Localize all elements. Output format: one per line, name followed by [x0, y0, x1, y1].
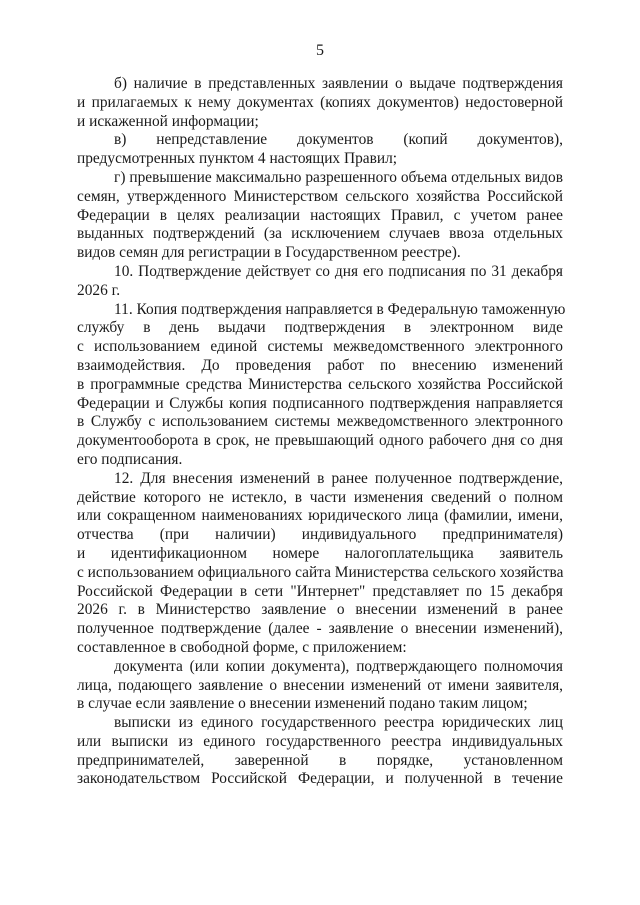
text-line: видов семян для регистрации в Государственном реестре). [77, 244, 461, 262]
text-line: документооборота в срок, не превышающий одного рабочего дня со дня [77, 432, 563, 450]
text-line: в случае если заявление о внесении изменений подано таким лицом; [77, 695, 528, 713]
text-line: с использованием единой системы межведомственного электронного [77, 338, 563, 356]
text-line: и идентификационном номере налогоплательщика заявитель [77, 544, 563, 562]
text-line: 10. Подтверждение действует со дня его подписания по 31 декабря [114, 262, 563, 280]
text-line: и искаженной информации; [77, 112, 259, 130]
text-line: в) непредставление документов (копий документов), [114, 131, 563, 149]
text-line: взаимодействия. До проведения работ по внесению изменений [77, 356, 563, 374]
text-line: 11. Копия подтверждения направляется в Федеральную таможенную [114, 300, 566, 318]
text-line: отчества (при наличии) индивидуального предпринимателя) [77, 526, 563, 544]
text-line: с использованием официального сайта Министерства сельского хозяйства [77, 563, 564, 581]
document-body [77, 75, 566, 789]
text-line: законодательством Российской Федерации, и полученной в течение [77, 770, 563, 788]
text-line: полученное подтверждение (далее - заявление о внесении изменений), [77, 620, 563, 638]
text-line: или выписки из единого государственного реестра индивидуальных [77, 732, 563, 750]
text-line: действие которого не истекло, в части изменения сведений о полном [77, 488, 563, 506]
text-line: б) наличие в представленных заявлении о выдаче подтверждения [114, 75, 563, 92]
text-line: 2026 г. в Министерство заявление о внесении изменений в ранее [77, 601, 563, 619]
text-line: лица, подающего заявление о внесении изменений от имени заявителя, [77, 676, 563, 694]
text-line: семян, утвержденного Министерством сельского хозяйства Российской [77, 187, 563, 205]
text-line: г) превышение максимально разрешенного объема отдельных видов [114, 168, 563, 186]
text-line: Федерации и Службы копия подписанного подтверждения направляется [77, 394, 563, 412]
text-line: предпринимателей, заверенной в порядке, установленном [77, 751, 563, 769]
text-line: или сокращенном наименованиях юридического лица (фамилии, имени, [77, 507, 563, 525]
text-line: в Службу с использованием системы межведомственного электронного [77, 413, 563, 431]
text-line: 2026 г. [77, 281, 121, 299]
text-line: в программные средства Министерства сельского хозяйства Российской [77, 375, 563, 393]
text-line: его подписания. [77, 450, 183, 468]
text-line: выданных подтверждений (за исключением случаев ввоза отдельных [77, 225, 563, 243]
text-line: и прилагаемых к нему документах (копиях документов) недостоверной [77, 93, 563, 111]
text-line: выписки из единого государственного реестра юридических лиц [114, 714, 563, 732]
text-line: 12. Для внесения изменений в ранее полученное подтверждение, [114, 469, 563, 487]
text-line: Федерации в целях реализации настоящих Правил, с учетом ранее [77, 206, 563, 224]
page-number: 5 [316, 42, 324, 59]
text-line: службу в день выдачи подтверждения в электронном виде [77, 319, 563, 337]
text-line: документа (или копии документа), подтверждающего полномочия [114, 657, 563, 675]
text-line: составленное в свободной форме, с приложением: [77, 638, 407, 656]
text-line: Российской Федерации в сети "Интернет" представляет по 15 декабря [77, 582, 563, 600]
text-line: предусмотренных пунктом 4 настоящих Правил; [77, 150, 398, 168]
